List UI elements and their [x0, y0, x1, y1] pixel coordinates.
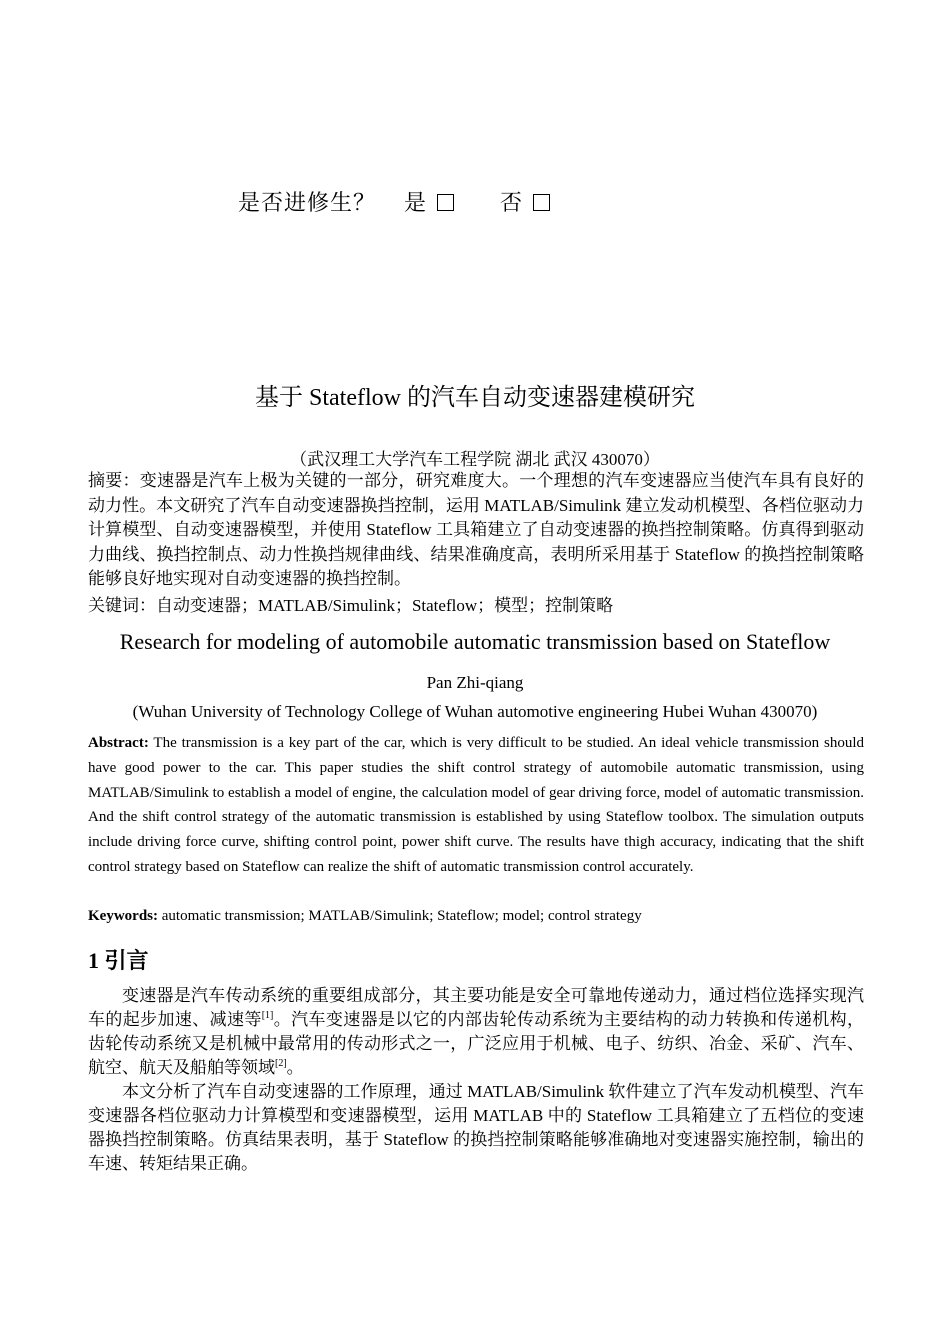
english-affiliation: (Wuhan University of Technology College of Wuhan automotive engineering Hubei Wuhan 430070) — [132, 702, 818, 721]
no-checkbox[interactable] — [533, 194, 550, 211]
chinese-affiliation: （武汉理工大学汽车工程学院 湖北 武汉 430070） — [290, 450, 660, 469]
english-abstract-label: Abstract: — [88, 735, 149, 751]
no-option-label: 否 — [500, 190, 524, 215]
english-abstract — [88, 731, 864, 880]
chinese-title: 基于 Stateflow 的汽车自动变速器建模研究 — [255, 385, 695, 411]
paragraph-text: 。 — [286, 1058, 304, 1077]
trainee-question — [238, 186, 550, 217]
yes-checkbox[interactable] — [437, 194, 454, 211]
english-keywords — [88, 905, 864, 927]
introduction-paragraph-1 — [88, 984, 864, 1080]
introduction-paragraph-2: 本文分析了汽车自动变速器的工作原理，通过 MATLAB/Simulink 软件建立了汽车发动机模型、汽车变速器各档位驱动力计算模型和变速器模型，运用 MATLAB 中的 Stateflow 工具箱建立了五档位的变速器换挡控制策略。仿真结果表明，基于 Stateflow 的换挡控制策略能够准确地对变速器实施控制，输出的车速、转矩结果正确。 — [88, 1082, 864, 1173]
citation-ref-2[interactable]: [2] — [275, 1058, 287, 1069]
chinese-abstract: 摘要：变速器是汽车上极为关键的一部分，研究难度大。一个理想的汽车变速器应当使汽车具有良好的动力性。本文研究了汽车自动变速器换挡控制，运用 MATLAB/Simulink 建立发动机模型、各档位驱动力计算模型、自动变速器模型，并使用 Stateflow 工具箱建立了自动变速器的换挡控制策略。仿真得到驱动力曲线、换挡控制点、动力性换挡规律曲线、结果准确度高，表明所采用基于 Stateflow 的换挡控制策略能够良好地实现对自动变速器的换挡控制。 — [88, 471, 864, 588]
yes-option-label: 是 — [404, 190, 428, 215]
paragraph-text: 。汽车变速器是以它的内部齿轮传动系统为主要结构的动力转换和传递机构，齿轮传动系统又是机械中最常用的传动形式之一，广泛应用于机械、电子、纺织、冶金、采矿、汽车、航空、航天及船舶等领域 — [88, 1010, 865, 1077]
chinese-keywords: 关键词：自动变速器；MATLAB/Simulink；Stateflow；模型；控制策略 — [88, 596, 614, 615]
english-title: Research for modeling of automobile automatic transmission based on Stateflow — [119, 629, 831, 654]
english-abstract-text: The transmission is a key part of the car, which is very difficult to be studied. An ideal vehicle transmission should have good power to the car. This paper studies the shift control strategy of automobile automatic transmission, using MATLAB/Simulink to establish a model of engine, the calculation model of gear driving force, model of automatic transmission. And the shift control strategy of the automatic transmission is established by using Stateflow toolbox. The simulation outputs include driving force curve, shifting control point, power shift curve. The results have thigh accuracy, indicating that the shift control strategy based on Stateflow can realize the shift of automatic transmission control accurately. — [88, 735, 864, 875]
english-author: Pan Zhi-qiang — [426, 673, 524, 692]
section-heading-introduction: 1 引言 — [88, 948, 149, 973]
paragraph-text: 变速器是汽车传动系统的重要组成部分，其主要功能是安全可靠地传递动力，通过档位选择实现汽车的起步加速、减速等 — [88, 986, 864, 1029]
trainee-question-label: 是否进修生？ — [238, 190, 377, 215]
introduction-body — [88, 984, 864, 1176]
english-keywords-text: automatic transmission; MATLAB/Simulink; Stateflow; model; control strategy — [158, 908, 642, 924]
english-keywords-label: Keywords: — [88, 908, 158, 924]
citation-ref-1[interactable]: [1] — [261, 1010, 274, 1021]
